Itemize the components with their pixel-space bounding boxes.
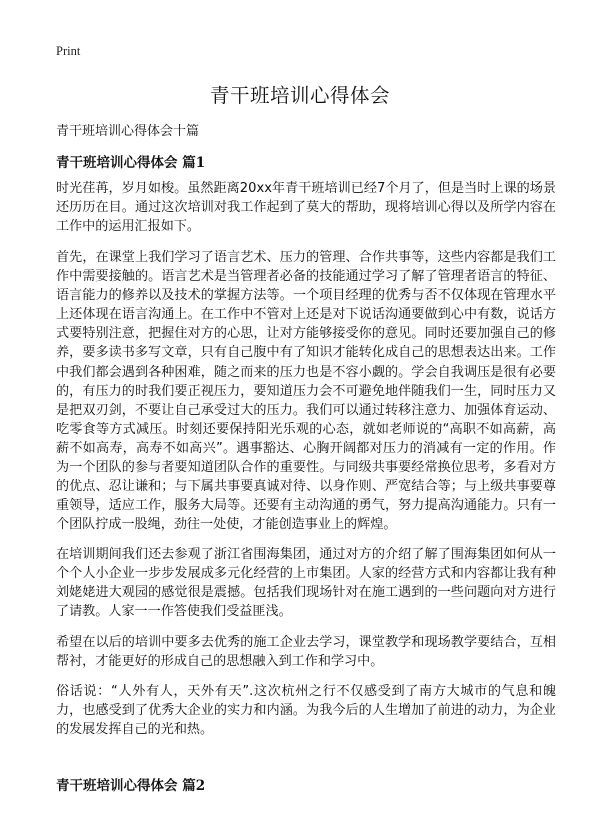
paragraph: 时光荏苒，岁月如梭。虽然距离20xx年青干班培训已经7个月了，但是当时上课的场景还历历在目。通过这次培训对我工作起到了莫大的帮助，现将培训心得以及所学内容在工作中的运用汇报如下。 — [56, 181, 556, 235]
paragraph: 首先，在课堂上我们学习了语言艺术、压力的管理、合作共事等，这些内容都是我们工作中需要接触的。语言艺术是当管理者必备的技能通过学习了解了管理者语言的特征、语言能力的修养以及技术的掌握方法等。一个项目经理的优秀与否不仅体现在管理水平上还体现在语言沟通上。在工作中不管对上还是对下说话沟通要做到心中有数，说话方式要特别注意，把握住对方的心思，让对方能够接受你的意见。同时还要加强自己的修养，要多读书多写文章，只有自己腹中有了知识才能转化成自己的思想表达出来。工作中我们都会遇到各种困难，随之而来的压力也是不容小觑的。学会自我调压是很有必要的，有压力的时我们要正视压力，要知道压力会不可避免地伴随我们一生，同时压力又是把双刃剑，不要让自己承受过大的压力。我们可以通过转移注意力、加强体育运动、吃零食等方式减压。时刻还要保持阳光乐观的心态，就如老师说的“高职不如高薪，高薪不如高寿，高寿不如高兴”。遇事豁达、心胸开阔都对压力的消减有一定的作用。作为一个团队的参与者要知道团队合作的重要性。与同级共事要经常换位思考，多看对方的优点、忍让谦和；与下属共事要真诚对待、以身作则、严宽结合等；与上级共事要尊重领导，适应工作，服务大局等。还要有主动沟通的勇气，努力提高沟通能力。只有一个团队拧成一股绳，劲往一处使，才能创造事业上的辉煌。 — [56, 250, 556, 533]
paragraph: 希望在以后的培训中要多去优秀的施工企业去学习，课堂教学和现场教学要结合，互相帮衬，才能更好的形成自己的思想融入到工作和学习中。 — [56, 635, 556, 670]
document-title: 青干班培训心得体会 — [209, 84, 390, 107]
document-subtitle: 青干班培训心得体会十篇 — [56, 124, 200, 139]
paragraph: 在培训期间我们还去参观了浙江省围海集团，通过对方的介绍了解了围海集团如何从一个个人小企业一步步发展成多元化经营的上市集团。人家的经营方式和内容都让我有种刘姥姥进大观园的感觉很是震撼。包括我们现场针对在施工遇到的一些问题向对方进行了请教。人家一一作答使我们受益匪浅。 — [56, 547, 556, 620]
paragraph: 俗话说：“人外有人，天外有天”.这次杭州之行不仅感受到了南方大城市的气息和魄力，也感受到了优秀大企业的实力和内涵。为我今后的人生增加了前进的动力，为企业的发展发挥自己的光和热。 — [56, 684, 556, 738]
section-heading-1: 青干班培训心得体会 篇1 — [56, 155, 206, 171]
section-heading-2: 青干班培训心得体会 篇2 — [56, 778, 206, 794]
print-link[interactable]: Print — [56, 44, 81, 58]
